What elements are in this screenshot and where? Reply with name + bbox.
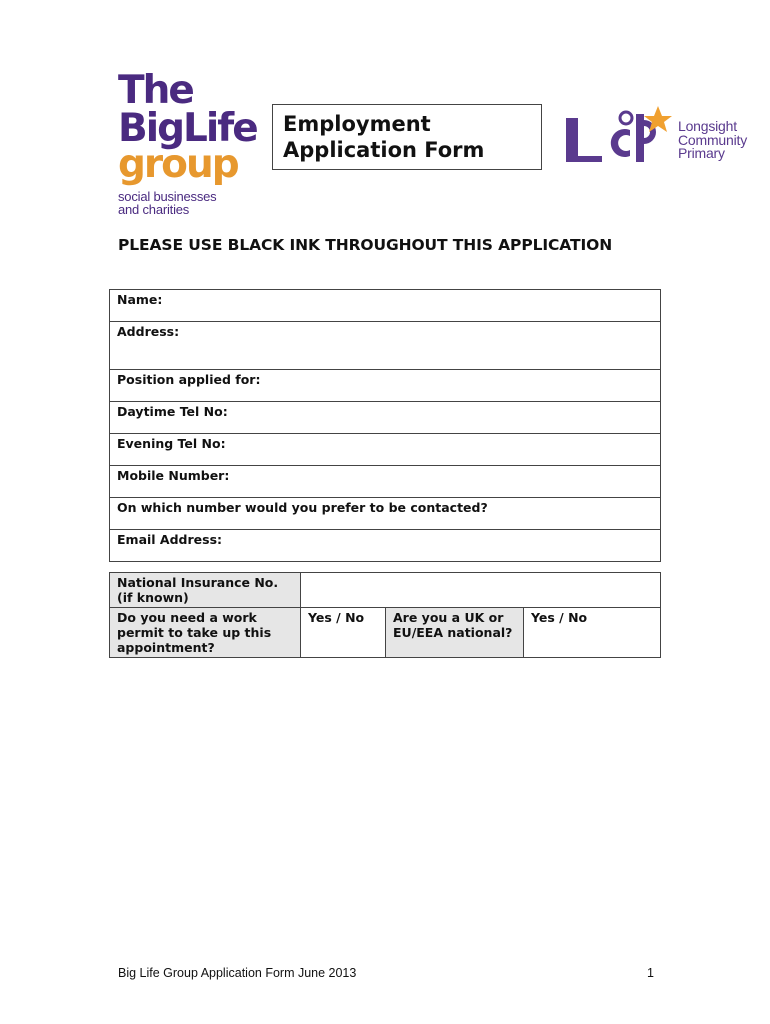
form-title-line2: Application Form bbox=[283, 138, 485, 162]
ni-label: National Insurance No. (if known) bbox=[110, 573, 301, 608]
ni-input[interactable] bbox=[301, 573, 661, 608]
applicant-details-table bbox=[109, 289, 661, 562]
permit-label: Do you need a work permit to take up this appointment? bbox=[110, 608, 301, 658]
biglife-logo bbox=[118, 68, 278, 217]
field-address[interactable]: Address: bbox=[110, 322, 661, 370]
row-daytime-tel bbox=[110, 402, 661, 434]
page-number: 1 bbox=[647, 966, 654, 980]
row-ni bbox=[110, 573, 661, 608]
footer-text: Big Life Group Application Form June 2013 bbox=[118, 966, 357, 980]
lcp-school-name bbox=[678, 120, 747, 161]
lcp-name-3: Primary bbox=[678, 145, 725, 161]
row-name bbox=[110, 290, 661, 322]
form-title-line1: Employment bbox=[283, 112, 431, 136]
national-label: Are you a UK or EU/EEA national? bbox=[386, 608, 524, 658]
row-position bbox=[110, 370, 661, 402]
national-answer[interactable]: Yes / No bbox=[524, 608, 661, 658]
row-permit bbox=[110, 608, 661, 658]
field-email[interactable]: Email Address: bbox=[110, 530, 661, 562]
field-name[interactable]: Name: bbox=[110, 290, 661, 322]
permit-answer[interactable]: Yes / No bbox=[301, 608, 386, 658]
biglife-logo-line2: BigLife bbox=[118, 106, 257, 151]
field-preferred-number[interactable]: On which number would you prefer to be contacted? bbox=[110, 498, 661, 530]
lcp-name-1: Longsight bbox=[678, 118, 737, 134]
biglife-tagline-2: and charities bbox=[118, 202, 190, 217]
field-daytime-tel[interactable]: Daytime Tel No: bbox=[110, 402, 661, 434]
biglife-tagline-1: social businesses bbox=[118, 189, 217, 204]
biglife-logo-line3: group bbox=[118, 142, 238, 187]
field-mobile[interactable]: Mobile Number: bbox=[110, 466, 661, 498]
biglife-logo-line1: The bbox=[118, 68, 193, 113]
field-evening-tel[interactable]: Evening Tel No: bbox=[110, 434, 661, 466]
row-email bbox=[110, 530, 661, 562]
form-title-box bbox=[272, 104, 542, 170]
lcp-name-2: Community bbox=[678, 131, 747, 148]
row-preferred-number bbox=[110, 498, 661, 530]
black-ink-notice: PLEASE USE BLACK INK THROUGHOUT THIS APPLICATION bbox=[118, 236, 613, 254]
row-mobile bbox=[110, 466, 661, 498]
field-position[interactable]: Position applied for: bbox=[110, 370, 661, 402]
row-evening-tel bbox=[110, 434, 661, 466]
ni-permit-table bbox=[109, 572, 661, 658]
row-address bbox=[110, 322, 661, 370]
